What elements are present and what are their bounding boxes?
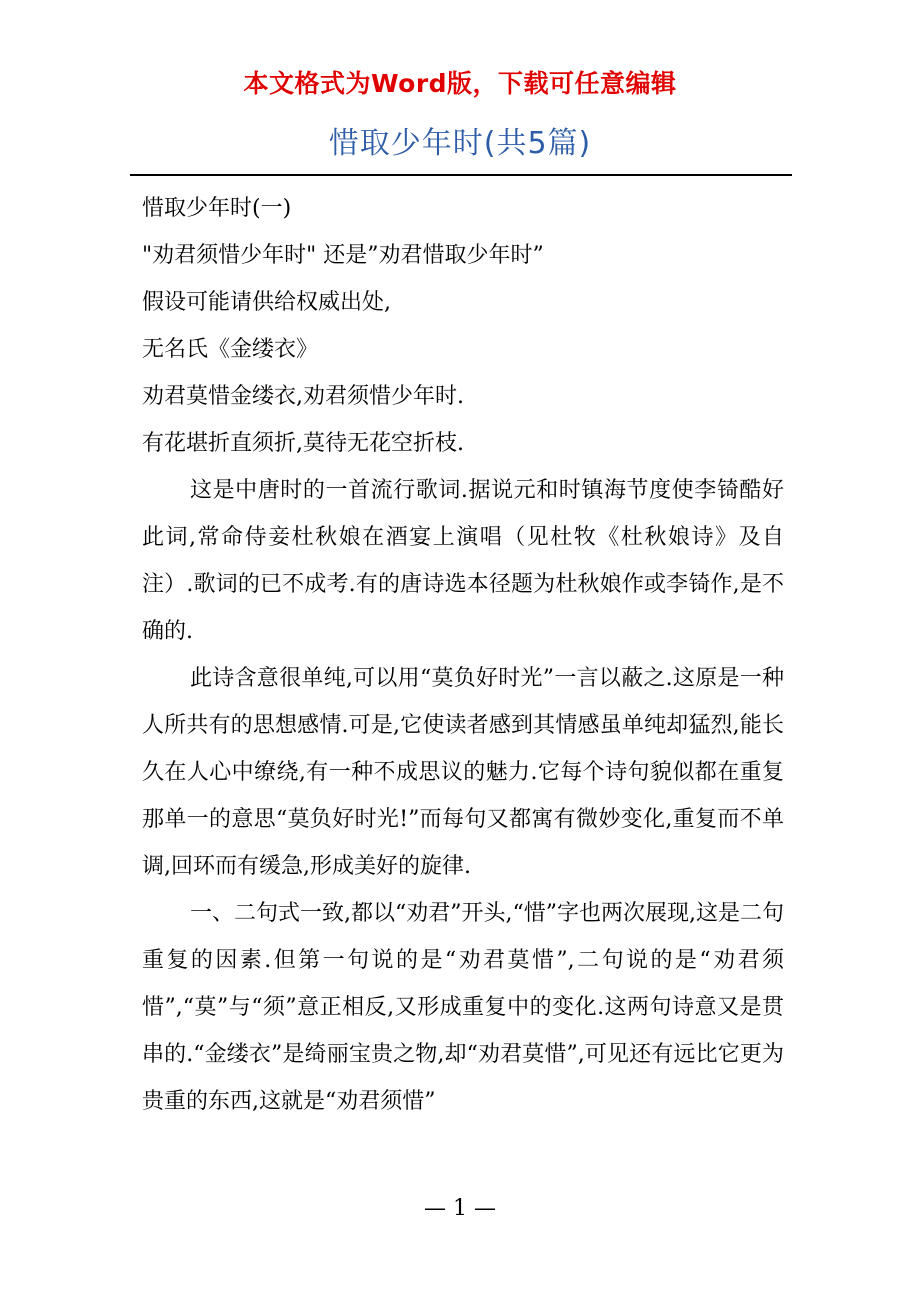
request-line: 假设可能请供给权威出处,	[142, 290, 391, 315]
question-line: "劝君须惜少年时" 还是”劝君惜取少年时”	[142, 243, 544, 268]
paragraph-2: 此诗含意很单纯,可以用“莫负好时光”一言以蔽之.这原是一种人所共有的思想感情.可是,它使读者感到其情感虽单纯却猛烈,能长久在人心中缭绕,有一种不成思议的魅力.它每个诗句貌似都在重复那单一的意思“莫负好时光!”而每句又都寓有微妙变化,重复而不单调,回环而有缓急,形成美好的旋律.	[142, 666, 784, 879]
page-number: — 1 —	[424, 1196, 496, 1221]
title-divider	[130, 174, 792, 176]
paragraph-3: 一、二句式一致,都以“劝君”开头,“惜”字也两次展现,这是二句重复的因素.但第一句说的是“劝君莫惜”,二句说的是“劝君须惜”,“莫”与“须”意正相反,又形成重复中的变化.这两句诗意又是贯串的.“金缕衣”是绮丽宝贵之物,却“劝君莫惜”,可见还有远比它更为贵重的东西,这就是“劝君须惜”	[142, 901, 784, 1114]
document-body	[142, 185, 784, 1125]
poem-source: 无名氏《金缕衣》	[142, 337, 319, 362]
section-heading: 惜取少年时(一)	[142, 196, 292, 221]
format-banner: 本文格式为Word版，下载可任意编辑	[243, 69, 677, 98]
poem-line-2: 有花堪折直须折,莫待无花空折枝.	[142, 431, 464, 456]
paragraph-1: 这是中唐时的一首流行歌词.据说元和时镇海节度使李锜酷好此词,常命侍妾杜秋娘在酒宴上演唱（见杜牧《杜秋娘诗》及自注）.歌词的已不成考.有的唐诗选本径题为杜秋娘作或李锜作,是不确的.	[142, 478, 784, 644]
poem-line-1: 劝君莫惜金缕衣,劝君须惜少年时.	[142, 384, 464, 409]
document-title: 惜取少年时(共5篇)	[328, 126, 592, 161]
